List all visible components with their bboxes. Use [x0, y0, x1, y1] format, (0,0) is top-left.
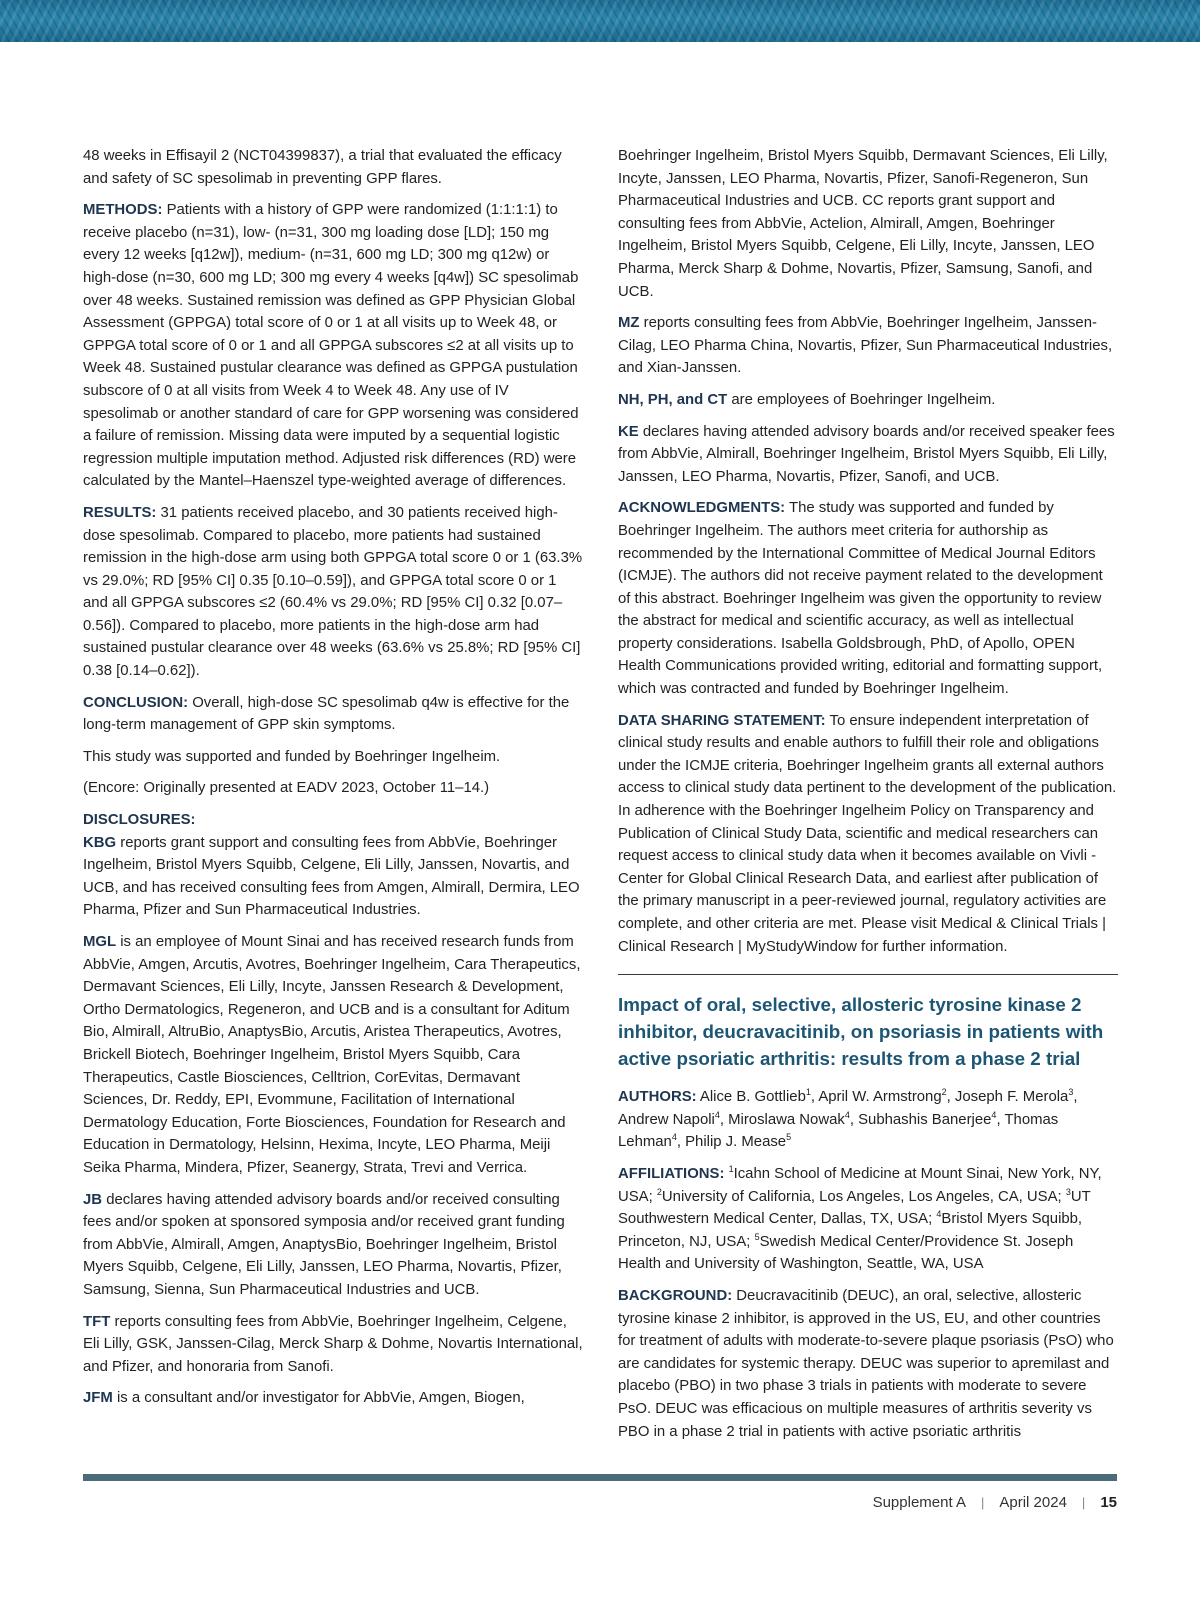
disclosure-kbg: KBG reports grant support and consulting fees from AbbVie, Boehringer Ingelheim, Bristol Myers Squibb, Celgene, Eli Lilly, Janssen, Novartis, and UCB, and has received consulting fees from Amgen, Almirall, Dermira, LEO Pharma, Pfizer and Sun Pharmaceutical Industries.	[83, 834, 580, 919]
disclosure-nh-ph-ct: NH, PH, and CT are employees of Boehringer Ingelheim.	[618, 391, 996, 408]
right-column	[618, 145, 1118, 1452]
footer-separator: |	[980, 1495, 985, 1510]
methods-label: METHODS:	[83, 202, 163, 219]
disclosure-initials: MZ	[618, 315, 640, 332]
affiliation-text: Swedish Medical Center/Providence St. Joseph Health and University of Washington, Seattle, WA, USA	[618, 1233, 1074, 1273]
affiliation-number: 1	[728, 1164, 734, 1174]
background-section: BACKGROUND: Deucravacitinib (DEUC), an oral, selective, allosteric tyrosine kinase 2 inhibitor, is approved in the US, EU, and other countries for treatment of adults with moderate-to-severe plaque psoriasis (PsO) who are candidates for systemic therapy. DEUC was superior to apremilast and placebo (PBO) in two phase 3 trials in patients with moderate to severe PsO. DEUC was efficacious on multiple measures of arthritis severity vs PBO in a phase 2 trial in patients with active psoriatic arthritis	[618, 1287, 1114, 1440]
author-affiliation-number: 2	[941, 1087, 947, 1098]
author-name: Joseph F. Merola	[954, 1089, 1069, 1106]
disclosure-jb: JB declares having attended advisory boards and/or received consulting fees and/or spoken at sponsored symposia and/or received grant funding from AbbVie, Almirall, Amgen, AnaptysBio, Boehringer Ingelheim, Bristol Myers Squibb, Celgene, Eli Lilly, Janssen, LEO Pharma, Novartis, Pfizer, Samsung, Sienna, Sun Pharmaceutical Industries and UCB.	[83, 1191, 565, 1298]
supplement-label: Supplement A	[872, 1494, 966, 1511]
ocean-header-banner	[0, 0, 1200, 42]
article-title: Impact of oral, selective, allosteric tyrosine kinase 2 inhibitor, deucravacitinib, on psoriasis in patients with active psoriatic arthritis: results from a phase 2 trial	[618, 994, 1104, 1070]
page-footer	[873, 1494, 1117, 1511]
left-column	[83, 145, 583, 1419]
author-name: April W. Armstrong	[818, 1089, 942, 1106]
author-affiliation-number: 4	[671, 1132, 677, 1143]
author-name: Alice B. Gottlieb	[699, 1089, 806, 1106]
intro-paragraph: 48 weeks in Effisayil 2 (NCT04399837), a trial that evaluated the efficacy and safety of SC spesolimab in preventing GPP flares.	[83, 148, 562, 187]
author-name: Subhashis Banerjee	[858, 1111, 992, 1128]
affiliation-number: 4	[936, 1209, 942, 1220]
disclosure-initials: JFM	[83, 1390, 113, 1407]
affiliations-section	[618, 1163, 1118, 1276]
affiliation-text: UT Southwestern Medical Center, Dallas, TX, USA;	[618, 1188, 1091, 1228]
disclosures-heading: DISCLOSURES:	[83, 812, 196, 829]
author-name: Andrew Napoli	[618, 1111, 715, 1128]
author-affiliation-number: 4	[714, 1109, 720, 1120]
disclosure-initials: JB	[83, 1191, 103, 1208]
conclusion-label: CONCLUSION:	[83, 694, 189, 711]
background-label: BACKGROUND:	[618, 1287, 733, 1304]
section-divider	[618, 974, 1118, 975]
disclosure-mgl: MGL is an employee of Mount Sinai and has received research funds from AbbVie, Amgen, Arcutis, Avotres, Boehringer Ingelheim, Cara Therapeutics, Dermavant Sciences, Eli Lilly, Incyte, Janssen Research & Development, Ortho Dermatologics, Regeneron, and UCB and is a consultant for Aditum Bio, Almirall, AltruBio, AnaptysBio, Arcutis, Aristea Therapeutics, Avotres, Brickell Biotech, Boehringer Ingelheim, Bristol Myers Squibb, Cara Therapeutics, Castle Biosciences, Celltrion, CorEvitas, Dermavant Sciences, Dr. Reddy, EPI, Evommune, Facilitation of International Dermatology Education, Forte Biosciences, Foundation for Research and Education in Dermatology, Helsinn, Hexima, Incyte, LEO Pharma, Meiji Seika Pharma, Mindera, Pfizer, Seanergy, Strata, Trevi and Verrica.	[83, 934, 581, 1176]
methods-text: Patients with a history of GPP were randomized (1:1:1:1) to receive placebo (n=31), low- (n=31, 300 mg loading dose [LD]; 150 mg every 12 weeks [q12w]), medium- (n=31, 600 mg LD; 300 mg q12w) or high-dose (n=30, 600 mg LD; 300 mg every 4 weeks [q4w]) SC spesolimab over 48 weeks. Sustained remission was defined as GPP Physician Global Assessment (GPPGA) total score of 0 or 1 at all visits up to Week 48, or GPPGA total score of 0 or 1 and all GPPGA subscores ≤2 at all visits up to Week 48. Sustained pustular clearance was defined as GPPGA pustulation subscore of 0 at all visits from Week 4 to Week 48. Any use of IV spesolimab or another standard of care for GPP worsening was considered a failure of remission. Missing data were imputed by a sequential logistic regression multiple imputation method. Adjusted risk differences (RD) were calculated by the Mantel–Haenszel type-weighted average of differences.	[83, 202, 579, 490]
disclosure-initials: KBG	[83, 834, 117, 851]
disclosure-mz: MZ reports consulting fees from AbbVie, Boehringer Ingelheim, Janssen-Cilag, LEO Pharma China, Novartis, Pfizer, Sun Pharmaceutical Industries, and Xian-Janssen.	[618, 315, 1113, 377]
disclosure-initials: NH, PH, and CT	[618, 391, 728, 408]
results-text: 31 patients received placebo, and 30 patients received high-dose spesolimab. Compared to placebo, more patients had sustained remission in the high-dose arm using both GPPGA total score 0 or 1 (63.3% vs 29.0%; RD [95% CI] 0.35 [0.10–0.59]), and GPPGA total score 0 or 1 and all GPPGA subscores ≤2 (60.4% vs 29.0%; RD [95% CI] 0.32 [0.07–0.56]). Compared to placebo, more patients in the high-dose arm had sustained pustular clearance over 48 weeks (63.6% vs 25.8%; RD [95% CI] 0.38 [0.14–0.62]).	[83, 504, 583, 680]
footer-rule	[83, 1474, 1117, 1481]
author-affiliation-number: 5	[786, 1132, 792, 1143]
disclosure-initials: MGL	[83, 934, 117, 950]
acknowledgments-section: ACKNOWLEDGMENTS: The study was supported and funded by Boehringer Ingelheim. The authors meet criteria for authorship as recommended by the International Committee of Medical Journal Editors (ICMJE). The authors did not receive payment related to the development of this abstract. Boehringer Ingelheim was given the opportunity to review the abstract for medical and scientific accuracy, as well as intellectual property considerations. Isabella Goldsbrough, PhD, of Apollo, OPEN Health Communications provided writing, editorial and formatting support, which was contracted and funded by Boehringer Ingelheim.	[618, 500, 1103, 698]
author-name: Miroslawa Nowak	[728, 1111, 845, 1128]
conclusion-text: Overall, high-dose SC spesolimab q4w is effective for the long-term management of GPP skin symptoms.	[83, 694, 570, 734]
author-affiliation-number: 1	[805, 1087, 811, 1098]
disclosure-jfm-continued: Boehringer Ingelheim, Bristol Myers Squibb, Dermavant Sciences, Eli Lilly, Incyte, Janssen, LEO Pharma, Novartis, Pfizer, Sanofi-Regeneron, Sun Pharmaceutical Industries and UCB. CC reports grant support and consulting fees from AbbVie, Actelion, Almirall, Amgen, Boehringer Ingelheim, Bristol Myers Squibb, Celgene, Eli Lilly, Incyte, Janssen, LEO Pharma, Merck Sharp & Dohme, Novartis, Pfizer, Samsung, Sanofi, and UCB.	[618, 148, 1108, 300]
disclosure-tft: TFT reports consulting fees from AbbVie, Boehringer Ingelheim, Celgene, Eli Lilly, GSK, Janssen-Cilag, Merck Sharp & Dohme, Novartis International, and Pfizer, and honoraria from Sanofi.	[83, 1313, 583, 1375]
funding-statement: This study was supported and funded by Boehringer Ingelheim.	[83, 748, 501, 765]
affiliation-text: University of California, Los Angeles, Los Angeles, CA, USA;	[661, 1188, 1062, 1205]
author-name: Philip J. Mease	[685, 1134, 787, 1151]
page-number: 15	[1100, 1494, 1117, 1511]
disclosure-ke: KE declares having attended advisory boards and/or received speaker fees from AbbVie, Almirall, Boehringer Ingelheim, Bristol Myers Squibb, Eli Lilly, Janssen, LEO Pharma, Novartis, Pfizer, Sanofi, and UCB.	[618, 423, 1115, 485]
disclosure-initials: KE	[618, 423, 639, 440]
footer-separator: |	[1081, 1495, 1086, 1510]
authors-list: Alice B. Gottlieb$^1$, April W. Armstrong$^2$, Joseph F. Merola$^3$, Andrew Napoli$^4$, Miroslawa Nowak$^4$, Subhashis Banerjee$^4$, Thomas Lehman$^4$, Philip J. Mease$^5$	[618, 1087, 1078, 1151]
issue-date: April 2024	[999, 1494, 1067, 1511]
results-label: RESULTS:	[83, 504, 157, 521]
disclosure-jfm: JFM is a consultant and/or investigator for AbbVie, Amgen, Biogen,	[83, 1390, 525, 1407]
affiliation-number: 2	[656, 1186, 662, 1197]
results-section	[83, 502, 583, 683]
author-name: Thomas Lehman	[618, 1111, 1059, 1151]
methods-section	[83, 199, 583, 493]
author-affiliation-number: 4	[844, 1109, 850, 1120]
conclusion-section	[83, 692, 583, 737]
data-sharing-section: DATA SHARING STATEMENT: To ensure independent interpretation of clinical study results and enable authors to fulfill their role and obligations under the ICMJE criteria, Boehringer Ingelheim grants all external authors access to clinical study data pertinent to the development of the publication. In adherence with the Boehringer Ingelheim Policy on Transparency and Publication of Clinical Study Data, scientific and medical researchers can request access to clinical study data when it becomes available on Vivli - Center for Global Clinical Research Data, and earliest after publication of the primary manuscript in a peer-reviewed journal, regulatory activities are complete, and other criteria are met. Please visit Medical & Clinical Trials | Clinical Research | MyStudyWindow for further information.	[618, 712, 1117, 955]
author-affiliation-number: 3	[1068, 1087, 1074, 1098]
author-affiliation-number: 4	[991, 1109, 997, 1120]
affiliation-number: 3	[1065, 1186, 1071, 1197]
affiliation-text: Icahn School of Medicine at Mount Sinai, New York, NY, USA;	[618, 1165, 1102, 1205]
authors-section	[618, 1086, 1118, 1154]
affiliation-number: 5	[754, 1231, 760, 1242]
disclosure-initials: TFT	[83, 1313, 111, 1330]
data-sharing-label: DATA SHARING STATEMENT:	[618, 712, 826, 729]
encore-note: (Encore: Originally presented at EADV 2023, October 11–14.)	[83, 780, 490, 797]
affiliation-text: Bristol Myers Squibb, Princeton, NJ, USA;	[618, 1211, 1083, 1250]
authors-label: AUTHORS:	[618, 1089, 697, 1106]
acknowledgments-label: ACKNOWLEDGMENTS:	[618, 500, 786, 517]
affiliations-label: AFFILIATIONS:	[618, 1165, 725, 1182]
